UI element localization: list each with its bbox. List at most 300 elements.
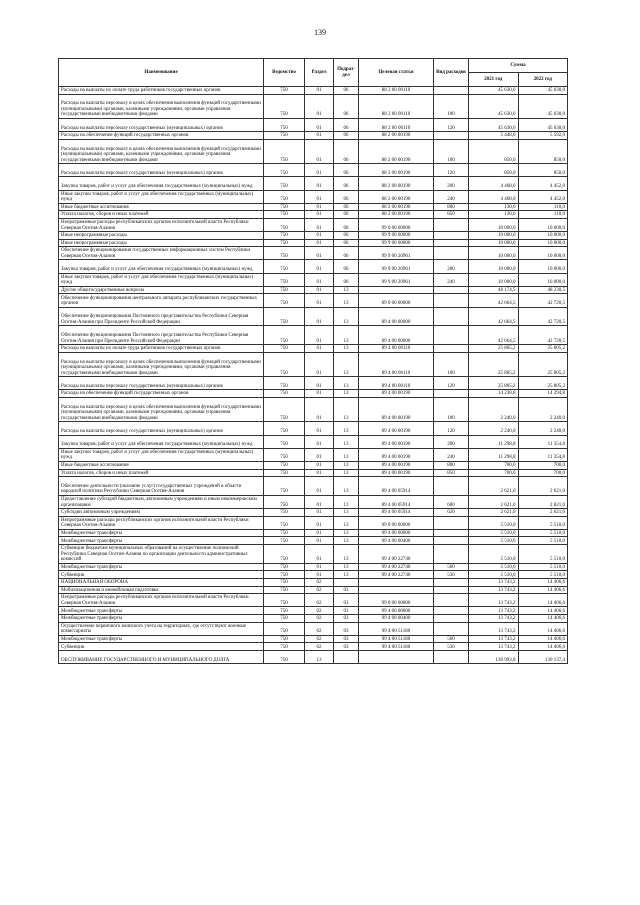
row-subsection: 06 xyxy=(334,232,359,240)
row-exp-type xyxy=(434,87,469,95)
row-section: 01 xyxy=(305,294,334,307)
row-name: Расходы на обеспечение функций государственных органов xyxy=(59,132,264,140)
table-row xyxy=(59,164,568,177)
row-exp-type xyxy=(434,615,469,623)
row-exp-type: 530 xyxy=(434,643,469,651)
row-article: 99 4 00 22740 xyxy=(359,571,434,579)
row-subsection: 13 xyxy=(334,294,359,307)
row-dept: 750 xyxy=(264,537,305,545)
table-row xyxy=(59,211,568,219)
row-name: Иные непрограммные расходы xyxy=(59,239,264,247)
row-exp-type: 500 xyxy=(434,635,469,643)
row-2022: 5 510,0 xyxy=(518,537,568,545)
row-article: 99 9 00 00000 xyxy=(359,239,434,247)
row-2021: 10 000,0 xyxy=(469,247,519,260)
row-section: 01 xyxy=(305,397,334,421)
row-2022: 5 510,0 xyxy=(518,545,568,564)
row-subsection: 03 xyxy=(334,635,359,643)
row-exp-type: 850 xyxy=(434,211,469,219)
row-subsection: 06 xyxy=(334,132,359,140)
row-subsection: 13 xyxy=(334,326,359,345)
row-section: 01 xyxy=(305,132,334,140)
row-2022: 14 406,6 xyxy=(518,635,568,643)
row-section: 01 xyxy=(305,571,334,579)
row-subsection xyxy=(334,651,359,664)
row-2021: 2 621,0 xyxy=(469,477,519,496)
row-dept: 750 xyxy=(264,345,305,353)
table-row xyxy=(59,177,568,190)
row-exp-type xyxy=(434,218,469,231)
table-row xyxy=(59,529,568,537)
row-name: Мобилизационная и вневойсковая подготовка xyxy=(59,586,264,594)
row-exp-type xyxy=(434,326,469,345)
row-2022: 2 621,0 xyxy=(518,509,568,517)
row-name: Межбюджетные трансферты xyxy=(59,615,264,623)
row-2021: 13 743,2 xyxy=(469,615,519,623)
row-2021: 2 621,0 xyxy=(469,509,519,517)
row-exp-type xyxy=(434,132,469,140)
table-row xyxy=(59,203,568,211)
table-row xyxy=(59,286,568,294)
table-row xyxy=(59,607,568,615)
row-section: 01 xyxy=(305,345,334,353)
row-article: 99 9 00 00000 xyxy=(359,232,434,240)
row-dept: 750 xyxy=(264,307,305,326)
row-dept: 750 xyxy=(264,232,305,240)
table-row xyxy=(59,448,568,461)
row-name: Субвенции xyxy=(59,643,264,651)
row-subsection: 13 xyxy=(334,390,359,398)
row-article: 89 4 00 05914 xyxy=(359,509,434,517)
row-exp-type xyxy=(434,294,469,307)
table-row xyxy=(59,345,568,353)
row-2021: 5 510,0 xyxy=(469,571,519,579)
row-section: 01 xyxy=(305,260,334,273)
row-article: 99 4 00 00000 xyxy=(359,607,434,615)
table-row xyxy=(59,260,568,273)
row-article: 88 2 00 00110 xyxy=(359,87,434,95)
table-row xyxy=(59,139,568,163)
row-subsection: 13 xyxy=(334,509,359,517)
row-dept: 750 xyxy=(264,132,305,140)
row-name: Обеспечение деятельности (оказание услуг) государственных учреждений в области народной политики Республики Северная Осетия-Алания xyxy=(59,477,264,496)
row-article: 88 2 00 00190 xyxy=(359,132,434,140)
row-2021: 10 000,0 xyxy=(469,232,519,240)
row-article: 89 4 00 00190 xyxy=(359,469,434,477)
row-dept: 750 xyxy=(264,286,305,294)
row-2022: 5 510,0 xyxy=(518,516,568,529)
row-exp-type xyxy=(434,477,469,496)
row-2022: 14 406,6 xyxy=(518,615,568,623)
row-section: 01 xyxy=(305,545,334,564)
row-dept: 750 xyxy=(264,377,305,390)
row-article: 88 2 00 00110 xyxy=(359,94,434,118)
row-name: Иные бюджетные ассигнования xyxy=(59,203,264,211)
row-section: 02 xyxy=(305,643,334,651)
header-sum: Сумма xyxy=(469,59,568,73)
row-section: 02 xyxy=(305,615,334,623)
row-2021: 11 298,8 xyxy=(469,448,519,461)
row-article: 89 4 00 00000 xyxy=(359,307,434,326)
row-article xyxy=(359,579,434,587)
row-section: 01 xyxy=(305,164,334,177)
table-row xyxy=(59,495,568,508)
row-2021: 5 510,0 xyxy=(469,529,519,537)
row-2021: 45 630,0 xyxy=(469,94,519,118)
header-row xyxy=(59,59,568,73)
row-subsection: 13 xyxy=(334,571,359,579)
row-2021: 13 743,2 xyxy=(469,643,519,651)
table-row xyxy=(59,615,568,623)
row-dept: 750 xyxy=(264,87,305,95)
table-row xyxy=(59,294,568,307)
row-article: 89 4 00 05914 xyxy=(359,495,434,508)
row-2021: 10 000,0 xyxy=(469,218,519,231)
row-section: 01 xyxy=(305,307,334,326)
row-exp-type: 120 xyxy=(434,422,469,435)
row-2021: 45 630,0 xyxy=(469,118,519,131)
row-dept: 750 xyxy=(264,352,305,376)
table-row xyxy=(59,94,568,118)
row-article: 99 9 00 20961 xyxy=(359,247,434,260)
row-2022: 2 621,0 xyxy=(518,495,568,508)
row-name: Межбюджетные трансферты xyxy=(59,537,264,545)
row-subsection: 13 xyxy=(334,516,359,529)
table-row xyxy=(59,132,568,140)
table-row xyxy=(59,622,568,635)
row-subsection: 06 xyxy=(334,118,359,131)
row-section: 01 xyxy=(305,390,334,398)
row-2022: 10 000,0 xyxy=(518,260,568,273)
row-2021: 2 621,0 xyxy=(469,495,519,508)
row-2022: 850,0 xyxy=(518,139,568,163)
row-exp-type xyxy=(434,586,469,594)
row-name: Другие общегосударственные вопросы xyxy=(59,286,264,294)
table-row xyxy=(59,87,568,95)
row-dept: 750 xyxy=(264,571,305,579)
row-article: 99 4 00 00400 xyxy=(359,615,434,623)
row-section: 01 xyxy=(305,286,334,294)
row-exp-type: 100 xyxy=(434,94,469,118)
row-article: 99 9 00 20961 xyxy=(359,260,434,273)
row-exp-type xyxy=(434,516,469,529)
row-exp-type: 120 xyxy=(434,377,469,390)
row-article: 88 2 00 00190 xyxy=(359,164,434,177)
row-2021: 130,0 xyxy=(469,203,519,211)
header-exp-type: Вид расходов xyxy=(434,59,469,87)
row-exp-type xyxy=(434,286,469,294)
row-2021: 2 240,0 xyxy=(469,422,519,435)
row-exp-type xyxy=(434,529,469,537)
row-2022: 48 230,5 xyxy=(518,286,568,294)
row-exp-type: 800 xyxy=(434,203,469,211)
row-2021: 13 743,2 xyxy=(469,594,519,607)
row-subsection: 06 xyxy=(334,139,359,163)
row-2022: 4 452,0 xyxy=(518,190,568,203)
table-row xyxy=(59,397,568,421)
row-2021: 5 448,0 xyxy=(469,132,519,140)
row-2022: 25 805,2 xyxy=(518,377,568,390)
row-2022: 42 720,5 xyxy=(518,307,568,326)
row-section: 01 xyxy=(305,326,334,345)
row-subsection: 03 xyxy=(334,586,359,594)
row-article: 88 2 00 00190 xyxy=(359,203,434,211)
row-name: Закупка товаров, работ и услуг для обеспечения государственных (муниципальных) нужд xyxy=(59,260,264,273)
row-article: 88 2 00 00110 xyxy=(359,118,434,131)
row-dept: 750 xyxy=(264,218,305,231)
row-section: 01 xyxy=(305,118,334,131)
row-dept: 750 xyxy=(264,615,305,623)
row-dept: 750 xyxy=(264,586,305,594)
row-dept: 750 xyxy=(264,239,305,247)
row-section: 01 xyxy=(305,218,334,231)
row-2022: 110,0 xyxy=(518,211,568,219)
row-article: 89 4 00 00110 xyxy=(359,352,434,376)
row-article: 89 4 00 00190 xyxy=(359,435,434,448)
row-name: Иные непрограммные расходы xyxy=(59,232,264,240)
table-row xyxy=(59,326,568,345)
row-name: Расходы на выплаты персоналу государственных (муниципальных) органов xyxy=(59,164,264,177)
row-section: 01 xyxy=(305,563,334,571)
row-exp-type xyxy=(434,307,469,326)
row-subsection: 13 xyxy=(334,529,359,537)
row-2021: 13 743,2 xyxy=(469,579,519,587)
row-exp-type: 240 xyxy=(434,273,469,286)
row-dept: 750 xyxy=(264,495,305,508)
row-subsection: 13 xyxy=(334,345,359,353)
row-section: 01 xyxy=(305,87,334,95)
table-row xyxy=(59,545,568,564)
row-dept: 750 xyxy=(264,477,305,496)
row-article: 99 4 00 51180 xyxy=(359,643,434,651)
row-dept: 750 xyxy=(264,635,305,643)
row-article: 89 4 00 05914 xyxy=(359,477,434,496)
row-section: 01 xyxy=(305,377,334,390)
row-section: 01 xyxy=(305,94,334,118)
header-year-2022: 2022 год xyxy=(518,73,568,87)
row-2021: 4 468,0 xyxy=(469,177,519,190)
row-2021: 5 510,0 xyxy=(469,537,519,545)
row-2022: 130 137,4 xyxy=(518,651,568,664)
row-dept: 750 xyxy=(264,390,305,398)
row-section: 01 xyxy=(305,461,334,469)
row-2021: 25 805,2 xyxy=(469,352,519,376)
row-subsection: 06 xyxy=(334,273,359,286)
row-article: 88 2 00 00190 xyxy=(359,211,434,219)
row-2022: 2 621,0 xyxy=(518,477,568,496)
row-subsection: 13 xyxy=(334,307,359,326)
row-section: 01 xyxy=(305,177,334,190)
row-name: Обеспечение функционирования государственных информационных систем Республики Северная Осетия-Алания xyxy=(59,247,264,260)
row-name: Обеспечение функционирования Постоянного представительства Республики Северная Осетия-Алания при Президенте Российской Федерации xyxy=(59,326,264,345)
row-section: 02 xyxy=(305,594,334,607)
row-subsection: 06 xyxy=(334,260,359,273)
row-name: Расходы на выплаты по оплате труда работников государственных органов xyxy=(59,87,264,95)
row-section: 01 xyxy=(305,211,334,219)
header-name: Наименование xyxy=(59,59,264,87)
table-row xyxy=(59,118,568,131)
row-article: 99 4 00 22740 xyxy=(359,563,434,571)
row-article xyxy=(359,286,434,294)
row-2022: 110,0 xyxy=(518,203,568,211)
row-article: 99 9 00 20961 xyxy=(359,273,434,286)
row-dept: 750 xyxy=(264,643,305,651)
row-dept: 750 xyxy=(264,579,305,587)
row-article: 88 2 00 00190 xyxy=(359,139,434,163)
row-section: 01 xyxy=(305,516,334,529)
row-2022: 42 720,5 xyxy=(518,294,568,307)
row-2022: 45 630,0 xyxy=(518,87,568,95)
row-name: Непрограммные расходы республиканских органов исполнительной власти Республики Северная Осетия-Алания xyxy=(59,594,264,607)
row-2021: 13 743,2 xyxy=(469,622,519,635)
row-2022: 850,0 xyxy=(518,164,568,177)
row-subsection: 06 xyxy=(334,94,359,118)
row-2022: 11 354,8 xyxy=(518,435,568,448)
page-number: 139 xyxy=(314,28,326,37)
row-exp-type: 100 xyxy=(434,397,469,421)
row-dept: 750 xyxy=(264,422,305,435)
row-article: 89 4 00 00190 xyxy=(359,461,434,469)
row-dept: 750 xyxy=(264,190,305,203)
row-2022: 700,0 xyxy=(518,469,568,477)
row-name: Расходы на выплаты персоналу в целях обеспечения выполнения функций государственными (муниципальными) органами, казенными учреждениями, органами управления государственными внебюджетными фондами xyxy=(59,139,264,163)
row-subsection: 13 xyxy=(334,537,359,545)
table-row xyxy=(59,635,568,643)
row-2021: 4 468,0 xyxy=(469,190,519,203)
row-name: Иные бюджетные ассигнования xyxy=(59,461,264,469)
row-name: Закупка товаров, работ и услуг для обеспечения государственных (муниципальных) нужд xyxy=(59,435,264,448)
row-section: 01 xyxy=(305,203,334,211)
row-section: 13 xyxy=(305,651,334,664)
row-2022: 5 510,0 xyxy=(518,563,568,571)
row-exp-type: 120 xyxy=(434,118,469,131)
row-2021: 10 000,0 xyxy=(469,239,519,247)
row-exp-type: 500 xyxy=(434,563,469,571)
row-2022: 45 630,0 xyxy=(518,94,568,118)
row-dept: 750 xyxy=(264,203,305,211)
row-name: Расходы на выплаты персоналу государственных (муниципальных) органов xyxy=(59,422,264,435)
row-article: 89 4 00 00190 xyxy=(359,422,434,435)
row-2022: 14 294,8 xyxy=(518,390,568,398)
row-2022: 25 805,2 xyxy=(518,352,568,376)
row-2021: 2 240,0 xyxy=(469,397,519,421)
row-name: Обеспечение функционирования Постоянного представительства Республики Северная Осетия-Алания при Президенте Российской Федерации xyxy=(59,307,264,326)
row-2022: 5 592,0 xyxy=(518,132,568,140)
row-section: 01 xyxy=(305,190,334,203)
row-section: 02 xyxy=(305,607,334,615)
row-article: 99 4 00 51180 xyxy=(359,622,434,635)
row-2022: 2 240,0 xyxy=(518,422,568,435)
row-2021: 14 238,8 xyxy=(469,390,519,398)
row-subsection: 13 xyxy=(334,495,359,508)
row-subsection: 06 xyxy=(334,87,359,95)
row-subsection: 13 xyxy=(334,461,359,469)
row-name: Расходы на выплаты по оплате труда работников государственных органов xyxy=(59,345,264,353)
row-name: Межбюджетные трансферты xyxy=(59,607,264,615)
table-row xyxy=(59,422,568,435)
row-subsection: 13 xyxy=(334,448,359,461)
row-subsection: 13 xyxy=(334,422,359,435)
row-section: 01 xyxy=(305,352,334,376)
row-dept: 750 xyxy=(264,94,305,118)
row-subsection: 03 xyxy=(334,615,359,623)
row-name: Субсидии автономным учреждениям xyxy=(59,509,264,517)
row-section: 01 xyxy=(305,247,334,260)
row-2021: 42 664,5 xyxy=(469,307,519,326)
row-subsection: 03 xyxy=(334,622,359,635)
row-name: Предоставление субсидий бюджетным, автономным учреждениям и иным некоммерческим организациям xyxy=(59,495,264,508)
row-article: 99 4 00 00000 xyxy=(359,529,434,537)
row-section: 02 xyxy=(305,579,334,587)
row-dept: 750 xyxy=(264,211,305,219)
row-name: Межбюджетные трансферты xyxy=(59,635,264,643)
table-row xyxy=(59,218,568,231)
budget-table xyxy=(58,58,568,664)
row-exp-type: 800 xyxy=(434,461,469,469)
row-subsection: 06 xyxy=(334,203,359,211)
table-row xyxy=(59,586,568,594)
row-name: Расходы на выплаты персоналу в целях обеспечения выполнения функций государственными (муниципальными) органами, казенными учреждениями, органами управления государственными внебюджетными фондами xyxy=(59,94,264,118)
row-article: 89 4 00 00190 xyxy=(359,397,434,421)
row-2021: 5 510,0 xyxy=(469,516,519,529)
row-article: 88 2 00 00190 xyxy=(359,177,434,190)
row-section: 02 xyxy=(305,635,334,643)
row-subsection: 06 xyxy=(334,211,359,219)
table-row xyxy=(59,516,568,529)
row-subsection: 13 xyxy=(334,563,359,571)
row-2021: 130 993,8 xyxy=(469,651,519,664)
row-article: 88 2 00 00190 xyxy=(359,190,434,203)
row-subsection: 13 xyxy=(334,545,359,564)
row-name: Иные закупки товаров, работ и услуг для обеспечения государственных (муниципальных) нужд xyxy=(59,190,264,203)
row-exp-type xyxy=(434,239,469,247)
row-name: Закупка товаров, работ и услуг для обеспечения государственных (муниципальных) нужд xyxy=(59,177,264,190)
table-row xyxy=(59,232,568,240)
row-exp-type: 100 xyxy=(434,352,469,376)
table-row xyxy=(59,563,568,571)
row-dept: 750 xyxy=(264,607,305,615)
row-exp-type xyxy=(434,594,469,607)
row-article: 99 0 00 00000 xyxy=(359,516,434,529)
row-section: 02 xyxy=(305,586,334,594)
row-article: 99 4 00 51180 xyxy=(359,635,434,643)
row-2022: 5 510,0 xyxy=(518,529,568,537)
row-2022: 10 000,0 xyxy=(518,232,568,240)
table-row xyxy=(59,190,568,203)
table-body xyxy=(59,87,568,664)
row-2022: 11 354,8 xyxy=(518,448,568,461)
header-subsection: Подраз-дел xyxy=(334,59,359,87)
row-section: 01 xyxy=(305,232,334,240)
row-2022: 10 000,0 xyxy=(518,273,568,286)
row-name: Непрограммные расходы республиканских органов исполнительной власти Республики Северная Осетия-Алания xyxy=(59,218,264,231)
row-section: 01 xyxy=(305,435,334,448)
row-name: Уплата налогов, сборов и иных платежей xyxy=(59,469,264,477)
row-section: 01 xyxy=(305,469,334,477)
row-exp-type: 240 xyxy=(434,190,469,203)
row-2021: 13 743,2 xyxy=(469,586,519,594)
row-2022: 10 000,0 xyxy=(518,239,568,247)
row-name: ОБСЛУЖИВАНИЕ ГОСУДАРСТВЕННОГО И МУНИЦИПАЛЬНОГО ДОЛГА xyxy=(59,651,264,664)
header-year-2021: 2021 год xyxy=(469,73,519,87)
row-dept: 750 xyxy=(264,118,305,131)
row-dept: 750 xyxy=(264,397,305,421)
row-name: Расходы на выплаты персоналу в целях обеспечения выполнения функций государственными (муниципальными) органами, казенными учреждениями, органами управления государственными внебюджетными фондами xyxy=(59,352,264,376)
row-article: 89 4 00 00110 xyxy=(359,345,434,353)
row-dept: 750 xyxy=(264,435,305,448)
row-section: 01 xyxy=(305,239,334,247)
header-dept: Ведомство xyxy=(264,59,305,87)
